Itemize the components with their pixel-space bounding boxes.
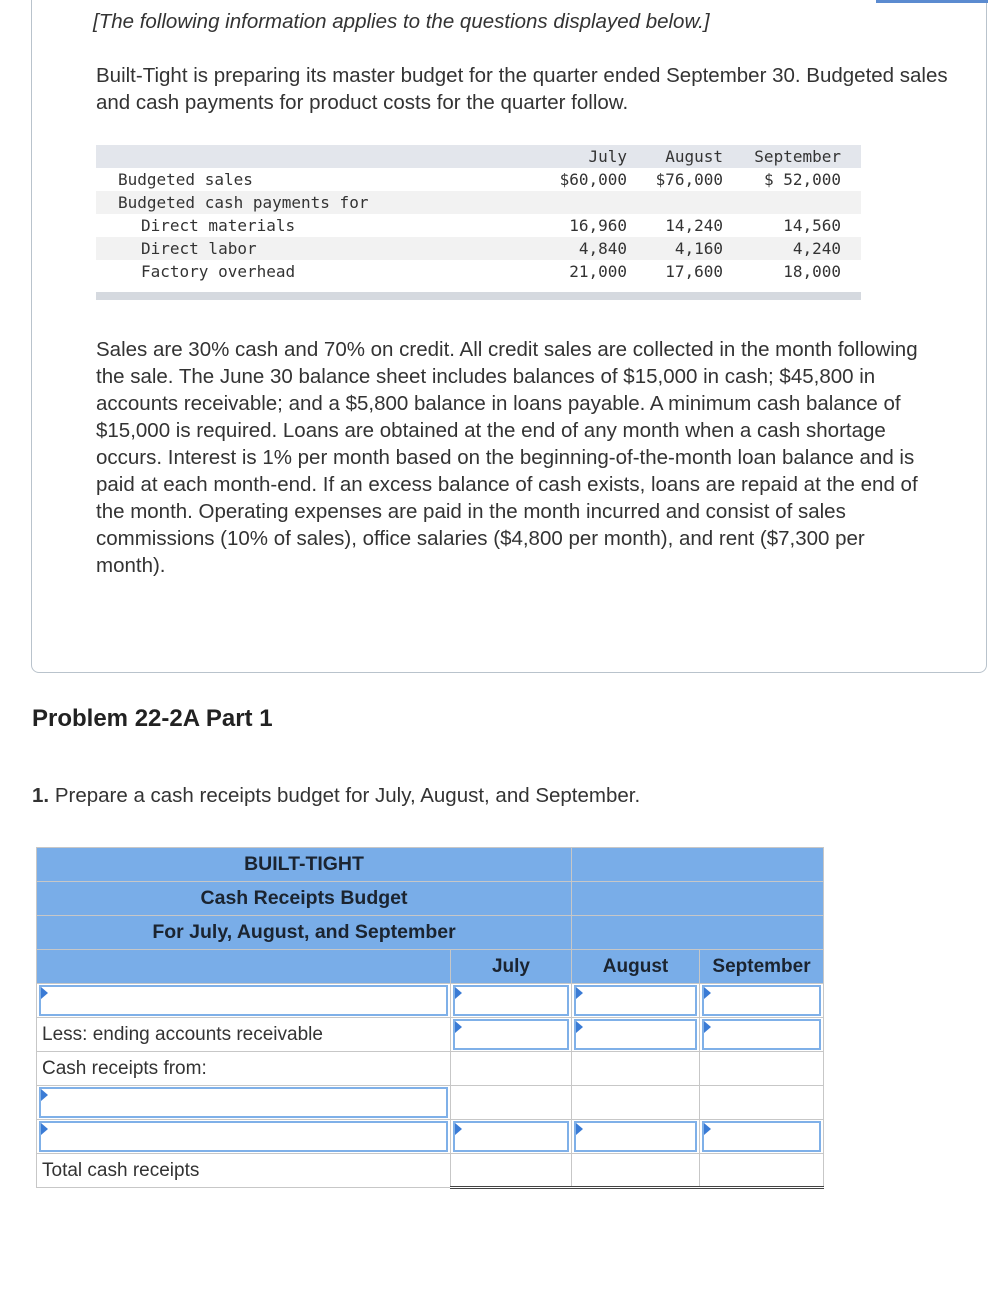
question-text xyxy=(32,784,640,808)
worksheet-company: BUILT-TIGHT xyxy=(37,848,572,882)
budget-row xyxy=(96,168,861,191)
cell-value: 4,160 xyxy=(674,239,723,258)
cell-value: 4,240 xyxy=(792,239,841,258)
top-accent-bar xyxy=(876,0,988,3)
cell-value: 4,840 xyxy=(578,239,627,258)
july-cell xyxy=(451,1018,572,1052)
cell-value: 14,240 xyxy=(665,216,723,235)
august-cell xyxy=(572,1086,700,1120)
header-blank xyxy=(37,950,451,984)
row-label: Direct labor xyxy=(141,239,257,258)
input-flag-icon xyxy=(576,1123,583,1135)
table-bottom-rule xyxy=(96,292,861,300)
col-header-august: August xyxy=(572,950,700,984)
july-input[interactable] xyxy=(453,1019,569,1050)
label-dropdown[interactable] xyxy=(39,1121,448,1152)
cell-value: 18,000 xyxy=(783,262,841,281)
september-cell xyxy=(700,984,824,1018)
cell-value: 17,600 xyxy=(665,262,723,281)
cell-value: 16,960 xyxy=(569,216,627,235)
budget-row xyxy=(96,214,861,237)
input-flag-icon xyxy=(704,1021,711,1033)
row-label: Budgeted cash payments for xyxy=(118,193,369,212)
worksheet-period: For July, August, and September xyxy=(37,916,572,950)
question-body: Prepare a cash receipts budget for July, August, and September. xyxy=(54,784,641,807)
cell-value: $60,000 xyxy=(559,170,627,189)
september-input[interactable] xyxy=(702,1121,821,1152)
col-header-july: July xyxy=(451,950,572,984)
input-flag-icon xyxy=(704,1123,711,1135)
problem-title: Problem 22-2A Part 1 xyxy=(32,705,273,732)
input-flag-icon xyxy=(576,1021,583,1033)
table-row xyxy=(37,1154,824,1188)
row-label-cash-receipts-from: Cash receipts from: xyxy=(37,1052,451,1086)
month-header: September xyxy=(754,147,841,166)
august-cell xyxy=(572,1018,700,1052)
table-row xyxy=(37,1086,824,1120)
header-blank xyxy=(572,848,824,882)
dropdown-flag-icon xyxy=(41,1089,48,1101)
input-flag-icon xyxy=(455,1123,462,1135)
august-input[interactable] xyxy=(574,1121,697,1152)
row-label: Direct materials xyxy=(141,216,296,235)
cell-value: $76,000 xyxy=(655,170,723,189)
cell-value: 21,000 xyxy=(569,262,627,281)
cell-value: 14,560 xyxy=(783,216,841,235)
intro-note: [The following information applies to the questions displayed below.] xyxy=(93,10,710,33)
label-dropdown[interactable] xyxy=(39,985,448,1016)
budget-row xyxy=(96,237,861,260)
august-input[interactable] xyxy=(574,985,697,1016)
worksheet-title: Cash Receipts Budget xyxy=(37,882,572,916)
cash-receipts-worksheet xyxy=(36,847,824,1189)
september-cell xyxy=(700,1018,824,1052)
row-label-less-ar: Less: ending accounts receivable xyxy=(37,1018,451,1052)
september-input[interactable] xyxy=(702,985,821,1016)
budget-header-row xyxy=(96,145,861,168)
august-cell xyxy=(572,984,700,1018)
september-cell xyxy=(700,1086,824,1120)
problem-assumptions: Sales are 30% cash and 70% on credit. All credit sales are collected in the month following the sale. The June 30 balance sheet includes balances of $15,000 in cash; $45,800 in accounts receivable; and a $5,800 balance in loans payable. A minimum cash balance of $15,000 is required. Loans are obtained at the end of any month when a cash shortage occurs. Interest is 1% per month based on the beginning-of-the-month loan balance and is paid at each month-end. If an excess balance of cash exists, loans are repaid at the end of the month. Operating expenses are paid in the month incurred and consist of sales commissions (10% of sales), office salaries ($4,800 per month), and rent ($7,300 per month). xyxy=(96,338,918,577)
july-cell xyxy=(451,1052,572,1086)
july-cell xyxy=(451,1086,572,1120)
september-input[interactable] xyxy=(702,1019,821,1050)
july-cell xyxy=(451,1120,572,1154)
budget-row xyxy=(96,191,861,214)
label-dropdown[interactable] xyxy=(39,1087,448,1118)
september-total-cell xyxy=(700,1154,824,1188)
input-flag-icon xyxy=(455,987,462,999)
july-input[interactable] xyxy=(453,985,569,1016)
label-cell xyxy=(37,984,451,1018)
table-row xyxy=(37,1120,824,1154)
row-label: Budgeted sales xyxy=(118,170,253,189)
dropdown-flag-icon xyxy=(41,1123,48,1135)
input-flag-icon xyxy=(704,987,711,999)
dropdown-flag-icon xyxy=(41,987,48,999)
col-header-september: September xyxy=(700,950,824,984)
table-row xyxy=(37,1018,824,1052)
july-total-cell xyxy=(451,1154,572,1188)
cell-value: $ 52,000 xyxy=(763,170,841,189)
september-cell xyxy=(700,1120,824,1154)
july-cell xyxy=(451,984,572,1018)
header-blank xyxy=(572,882,824,916)
label-cell xyxy=(37,1086,451,1120)
table-row xyxy=(37,984,824,1018)
month-header: August xyxy=(665,147,723,166)
question-number: 1. xyxy=(32,784,50,807)
august-total-cell xyxy=(572,1154,700,1188)
table-row xyxy=(37,1052,824,1086)
budget-row xyxy=(96,260,861,283)
header-blank xyxy=(572,916,824,950)
input-flag-icon xyxy=(576,987,583,999)
budget-data-table xyxy=(96,145,861,300)
august-input[interactable] xyxy=(574,1019,697,1050)
label-cell xyxy=(37,1120,451,1154)
month-header: July xyxy=(588,147,627,166)
september-cell xyxy=(700,1052,824,1086)
august-cell xyxy=(572,1120,700,1154)
input-flag-icon xyxy=(455,1021,462,1033)
august-cell xyxy=(572,1052,700,1086)
row-label: Factory overhead xyxy=(141,262,296,281)
row-label-total: Total cash receipts xyxy=(37,1154,451,1188)
problem-description: Built-Tight is preparing its master budget for the quarter ended September 30. Budgeted sales and cash payments for product costs for the quarter follow. xyxy=(96,64,948,114)
july-input[interactable] xyxy=(453,1121,569,1152)
